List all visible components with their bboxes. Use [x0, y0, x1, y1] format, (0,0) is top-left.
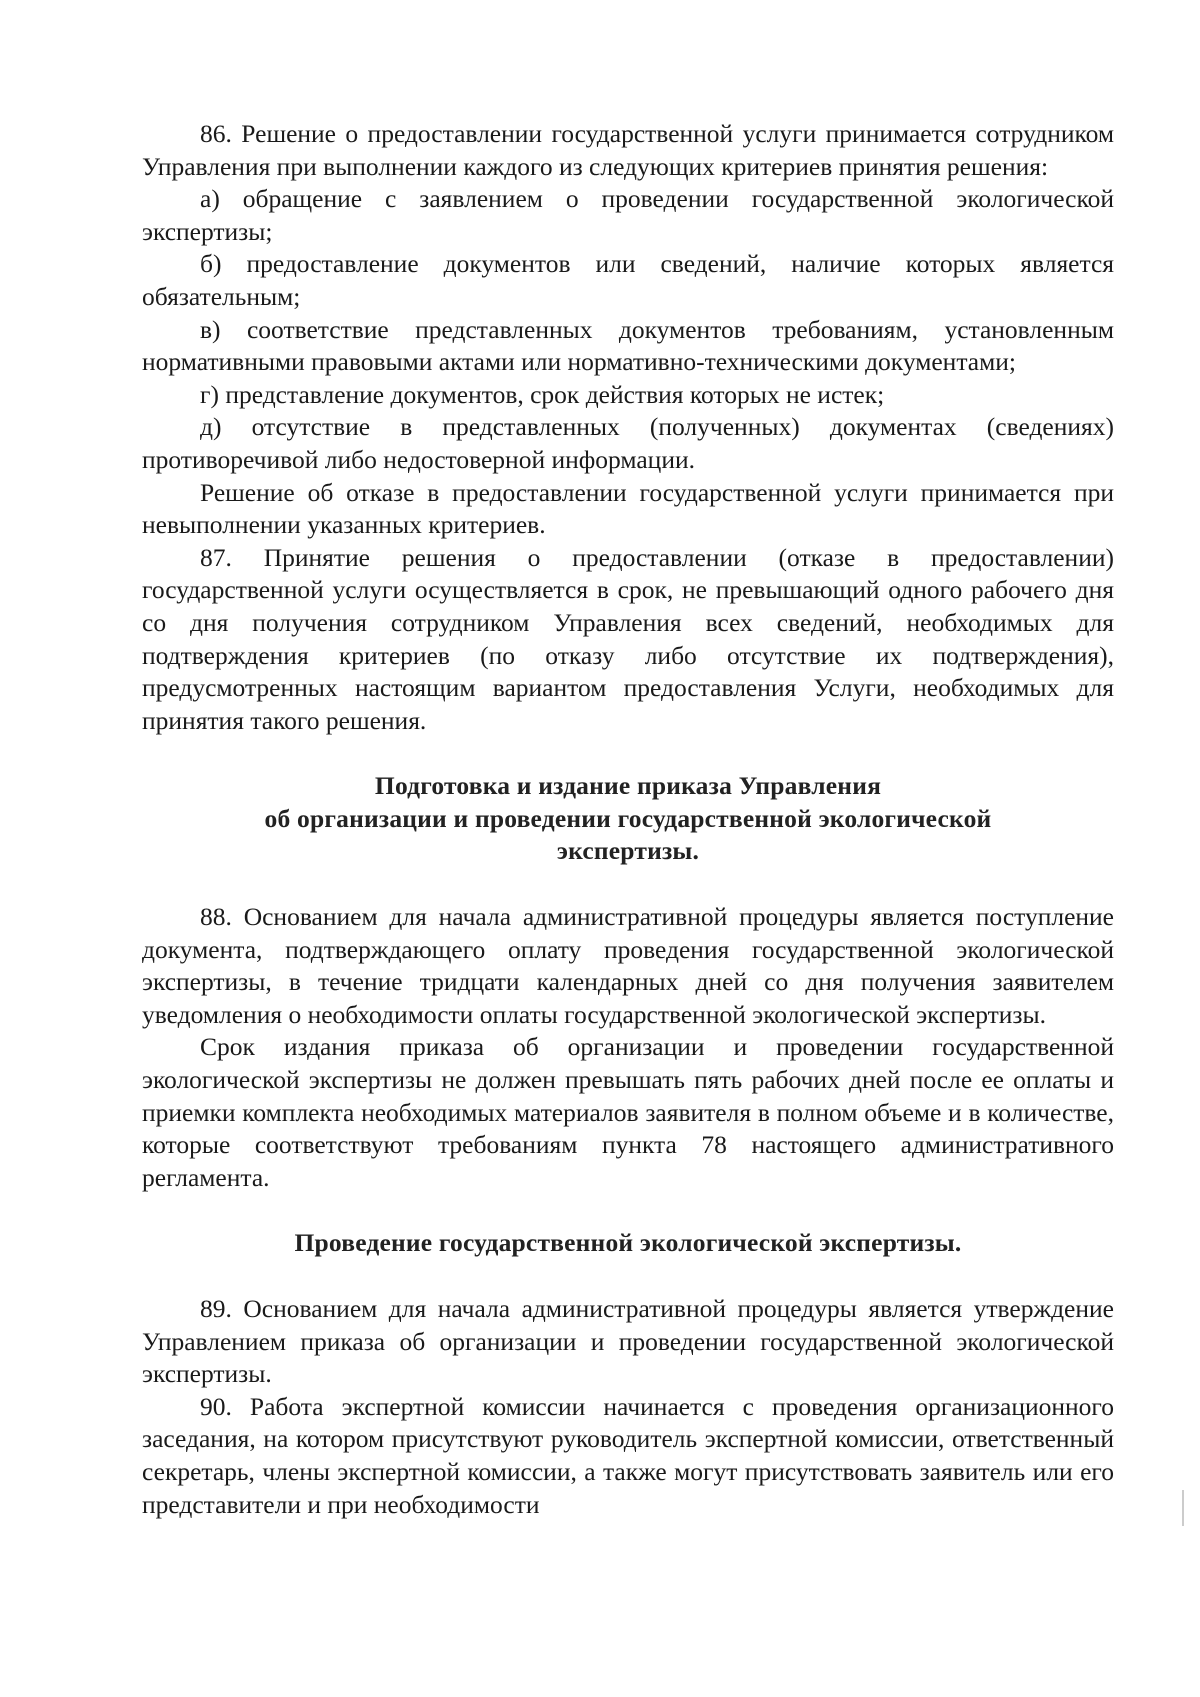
paragraph-87: 87. Принятие решения о предоставлении (отказе в предоставлении) государственной услуги осуществляется в срок, не превышающий одного рабочего дня со дня получения сотрудником Управления всех сведений, необходимых для подтверждения критериев (по отказу либо отсутствие их подтверждения), предусмотренных настоящим вариантом предоставления Услуги, необходимых для принятия такого решения. [142, 542, 1114, 735]
heading-line-3: экспертизы. [556, 836, 700, 866]
paragraph-88: 88. Основанием для начала административной процедуры является поступление документа, подтверждающего оплату проведения государственной экологической экспертизы, в течение тридцати календарных дней со дня получения заявителем уведомления о необходимости оплаты государственной экологической экспертизы. [142, 902, 1114, 1029]
criterion-b: б) предоставление документов или сведений, наличие которых является обязательным; [142, 249, 1114, 311]
document-body [142, 118, 1114, 1521]
criterion-d: д) отсутствие в представленных (полученных) документах (сведениях) противоречивой либо недостоверной информации. [142, 412, 1114, 474]
section-heading-expertise: Проведение государственной экологической экспертизы. [294, 1228, 962, 1258]
order-deadline-paragraph: Срок издания приказа об организации и проведении государственной экологической экспертизы не должен превышать пять рабочих дней после ее оплаты и приемки комплекта необходимых материалов заявителя в полном объеме и в количестве, которые соответствуют требованиям пункта 78 настоящего административного регламента. [142, 1032, 1114, 1192]
criterion-v: в) соответствие представленных документов требованиям, установленным нормативными правовыми актами или нормативно-техническими документами; [142, 314, 1114, 377]
section-heading-order [142, 770, 1114, 868]
scan-edge-mark [1182, 1490, 1184, 1526]
criterion-g: г) представление документов, срок действия которых не истек; [200, 379, 885, 409]
paragraph-89: 89. Основанием для начала административной процедуры является утверждение Управлением приказа об организации и проведении государственной экологической экспертизы. [142, 1294, 1114, 1389]
heading-line-1: Подготовка и издание приказа Управления [374, 771, 882, 801]
paragraph-86: 86. Решение о предоставлении государственной услуги принимается сотрудником Управления при выполнении каждого из следующих критериев принятия решения: [142, 119, 1114, 181]
heading-line-2: об организации и проведении государственной экологической [264, 803, 992, 833]
paragraph-90: 90. Работа экспертной комиссии начинается с проведения организационного заседания, на котором присутствуют руководитель экспертной комиссии, ответственный секретарь, члены экспертной комиссии, а также могут присутствовать заявитель или его представители и при необходимости [142, 1391, 1114, 1519]
criterion-a: а) обращение с заявлением о проведении государственной экологической экспертизы; [142, 184, 1114, 246]
refusal-paragraph: Решение об отказе в предоставлении государственной услуги принимается при невыполнении указанных критериев. [142, 477, 1114, 540]
